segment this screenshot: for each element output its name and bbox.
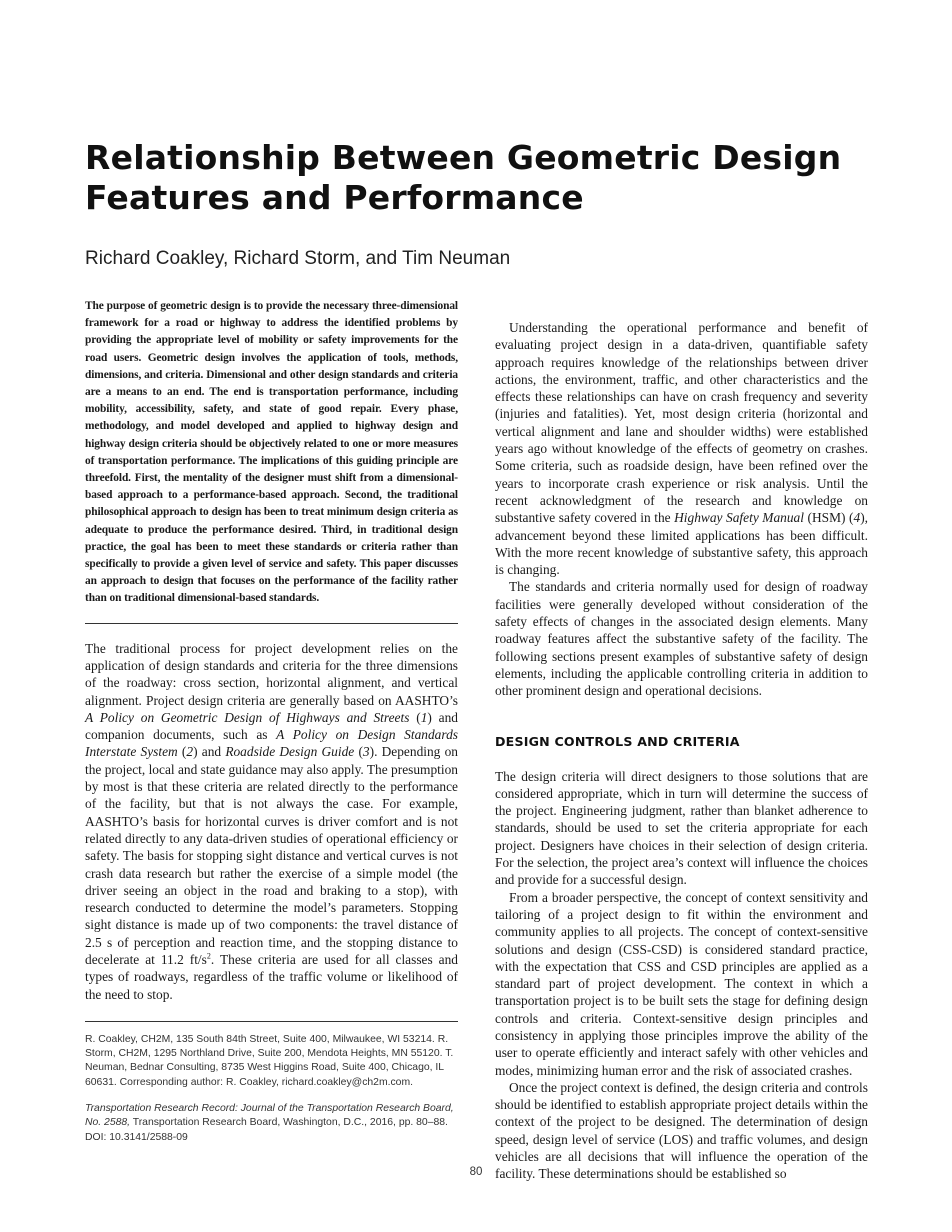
abstract-divider [85,623,458,624]
reference-title: Roadside Design Guide [225,744,355,760]
body-paragraph: From a broader perspective, the concept of context sensitivity and tailoring of a project design to fit within the environment and community applies to all projects. The concept of context-sensitive solutions and design (CSS-CSD) is considered standard practice, with the expectation that CSS and CSD principles are applied as a standard part of project development. The context in which a transportation project is to be built sets the stage for defining design controls and criteria. Context-sensitive design principles and consistency in applying those principles improve the ability of the user to operate efficiently and interact safely with other vehicles and modes, minimizing human error and the risk of associated crashes. [495,889,868,1078]
reference-number: 1 [420,709,428,725]
left-column [85,298,458,1145]
journal-citation: Transportation Research Record: Journal of the Transportation Research Board, No. 2588, Transportation Research Board, Washington, D.C., 2016, pp. 80–88. DOI: 10.3141/2588-09 [85,1103,454,1143]
reference-title: A Policy on Geometric Design of Highways and Streets [85,709,410,725]
author-affiliations: R. Coakley, CH2M, 135 South 84th Street, Suite 400, Milwaukee, WI 53214. R. Storm, CH2M, 1295 Northland Drive, Suite 200, Mendota Heights, MN 55120. T. Neuman, Bednar Consulting, 8735 West Higgins Road, Suite 400, Chicago, IL 60631. Corresponding author: R. Coakley, richard.coakley@ch2m.com. [85,1033,454,1088]
section-heading: DESIGN CONTROLS AND CRITERIA [495,733,740,749]
footnote-divider [85,1021,458,1022]
abstract [85,298,458,608]
reference-number: 2 [186,744,194,760]
body-paragraph: The traditional process for project development relies on the application of design standards and criteria for the three dimensions of the roadway: cross section, horizontal alignment, and vertical alignment. Project design criteria are generally based on AASHTO’s A Policy on Geometric Design of Highways and Streets (1) and companion documents, such as A Policy on Design Standards Interstate System (2) and Roadside Design Guide (3). Depending on the project, local and state guidance may also apply. The presumption by most is that these criteria are related directly to the performance of the facility, but that is not always the case. For example, AASHTO’s basis for horizontal curves is driver comfort and is not related directly to any data-driven studies of operational efficiency or safety. The basis for stopping sight distance and vertical curves is not crash data research but rather the exercise of a simple model (the driver seeing an object in the road and braking to a stop), with research conducted to determine the model’s parameters. Stopping sight distance is made up of two components: the travel distance of 2.5 s of perception and reaction time, and the stopping distance to decelerate at 11.2 $ft/s^2$. These criteria are used for all classes and types of roadways, regardless of the traffic volume or likelihood of the need to stop. [85,640,458,1002]
paper-title: Relationship Between Geometric Design Features and Performance [85,138,842,217]
reference-title: A Policy on Design Standards Interstate System [85,727,458,760]
reference-number: 4 [853,510,861,526]
page-number: 80 [469,1166,483,1178]
reference-number: 3 [362,744,370,760]
body-paragraph: The standards and criteria normally used for design of roadway facilities were generally developed without consideration of the safety effects of changes in the associated design elements. Many roadway features affect the substantive safety of the facility. The following sections present examples of substantive safety of design elements, including the applicable controlling criteria in addition to other prominent design and operational decisions. [495,579,868,699]
body-paragraph: Understanding the operational performance and benefit of evaluating project design in a data-driven, quantifiable safety approach requires knowledge of the relationships between driver actions, the environment, traffic, and other characteristics and the effects these relationships can have on crash frequency and severity (injuries and fatalities). Yet, most design criteria (horizontal and vertical alignment and lane and shoulder widths) were established years ago without knowledge of the effects of geometry on crashes. Some criteria, such as roadside design, have been refined over the years to incorporate crash experience or risk analysis. Until the recent acknowledgment of the research and knowledge on substantive safety covered in the Highway Safety Manual (HSM) (4), advancement beyond these limited applications has been difficult. With the more recent knowledge of substantive safety, this approach is changing. [495,320,868,578]
right-body [495,319,868,1183]
author-list: Richard Coakley, Richard Storm, and Tim Neuman [85,248,511,269]
abstract-text: The purpose of geometric design is to provide the necessary three-dimensional framework for a road or highway to address the identified problems by providing the appropriate level of mobility or safety improvements for the road users. Geometric design involves the application of tools, methods, dimensions, and criteria. Dimensional and other design standards and criteria are a means to an end. The end is transportation performance, including mobility, accessibility, safety, and state of good repair. Every phase, methodology, and model developed and applied to highway design and highway design criteria should be objectively related to one or more measures of transportation performance. The implications of this guiding principle are threefold. First, the mentality of the designer must shift from a dimensional-based approach to a performance-based approach. Second, the traditional philosophical approach to design has been to treat minimum design criteria as adequate to produce the performance desired. Third, in traditional design practice, the goal has been to meet these standards or criteria rather than specifically to provide a given level of service and safety. This paper discusses an approach to design that focuses on the performance of the facility rather than on traditional dimensional-based standards. [85,300,458,605]
left-body [85,640,458,1003]
footnote [85,1033,458,1145]
reference-title: Highway Safety Manual [674,510,804,526]
body-paragraph: Once the project context is defined, the design criteria and controls should be identified to establish appropriate project details within the context of the project to be designed. The determination of design speed, design level of service (LOS) and traffic volumes, and design vehicles are all decisions that will influence the operation of the facility. These determinations should be established so [495,1079,868,1182]
right-column [495,319,868,1183]
body-paragraph: The design criteria will direct designers to those solutions that are considered appropriate, which in turn will determine the success of the project. Engineering judgment, rather than blanket adherence to standards, should be used to set the criteria appropriate for each project. Designers have choices in their selection of design criteria. For the selection, the project area’s context will influence the choices and provide for a successful design. [495,768,868,888]
